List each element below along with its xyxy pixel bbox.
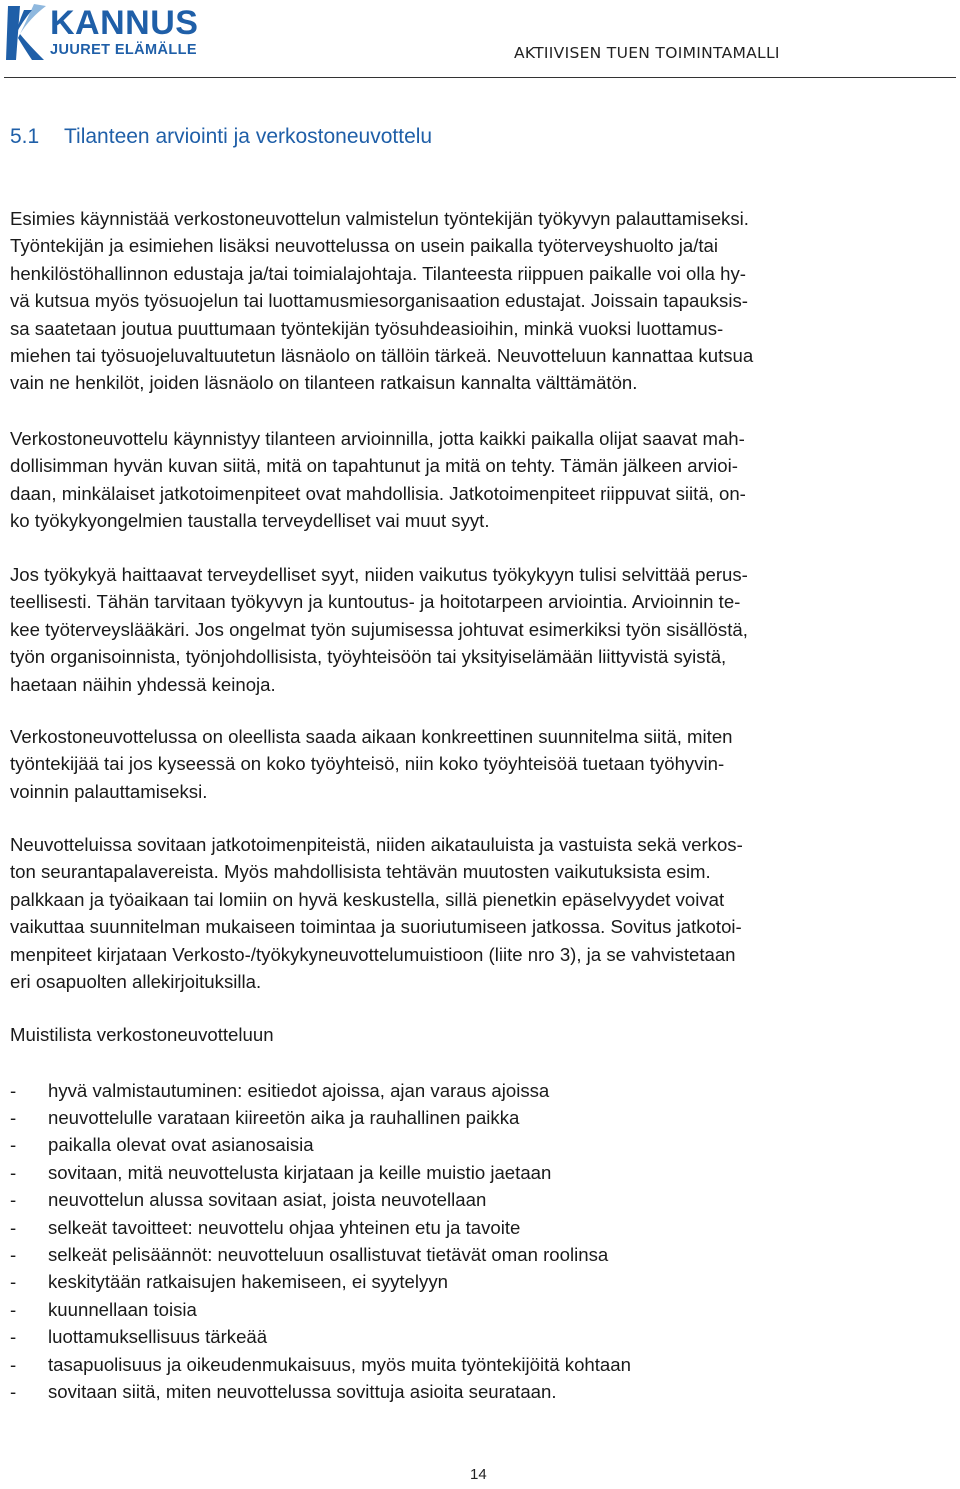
bullet-dash: - bbox=[10, 1217, 17, 1238]
list-item-text: paikalla olevat ovat asianosaisia bbox=[48, 1134, 314, 1155]
bullet-dash: - bbox=[10, 1134, 17, 1155]
bullet-dash: - bbox=[10, 1299, 17, 1320]
text-line: Työntekijän ja esimiehen lisäksi neuvottelussa on usein paikalla työterveyshuolto ja/tai bbox=[10, 235, 718, 257]
list-item bbox=[10, 1241, 608, 1268]
kannus-logo bbox=[4, 4, 204, 62]
text-line: daan, minkälaiset jatkotoimenpiteet ovat mahdollisia. Jatkotoimenpiteet riippuvat siitä, on- bbox=[10, 482, 746, 504]
list-item-text: selkeät tavoitteet: neuvottelu ohjaa yhteinen etu ja tavoite bbox=[48, 1217, 521, 1238]
list-item bbox=[10, 1351, 631, 1378]
list-item-text: kuunnellaan toisia bbox=[48, 1299, 197, 1320]
text-line: miehen tai työsuojeluvaltuutetun läsnäolo on tällöin tärkeä. Neuvotteluun kannattaa kutsua bbox=[10, 345, 754, 367]
kannus-logo-mark-icon bbox=[4, 4, 48, 62]
bullet-dash: - bbox=[10, 1354, 17, 1375]
list-item bbox=[10, 1378, 557, 1405]
section-number: 5.1 bbox=[10, 125, 40, 148]
paragraph bbox=[10, 831, 743, 995]
list-item-text: neuvottelulle varataan kiireetön aika ja rauhallinen paikka bbox=[48, 1107, 520, 1128]
list-item bbox=[10, 1296, 197, 1323]
text-line: Verkostoneuvottelu käynnistyy tilanteen arvioinnilla, jotta kaikki paikalla olijat saavat mah- bbox=[10, 428, 745, 449]
text-line: haetaan näihin yhdessä keinoja. bbox=[10, 673, 276, 695]
text-line: Neuvotteluissa sovitaan jatkotoimenpiteistä, niiden aikatauluista ja vastuista sekä verkos- bbox=[10, 834, 743, 855]
bullet-dash: - bbox=[10, 1189, 17, 1210]
list-item bbox=[10, 1323, 267, 1350]
list-item-text: selkeät pelisäännöt: neuvotteluun osallistuvat tietävät oman roolinsa bbox=[48, 1244, 609, 1265]
paragraph bbox=[10, 425, 746, 535]
list-item bbox=[10, 1268, 448, 1295]
bullet-dash: - bbox=[10, 1244, 17, 1265]
text-line: menpiteet kirjataan Verkosto-/työkykyneuvottelumuistioon (liite nro 3), ja se vahvistetaan bbox=[10, 943, 736, 965]
text-line: henkilöstöhallinnon edustaja ja/tai toimialajohtaja. Tilanteesta riippuen paikalle voi olla hy- bbox=[10, 262, 746, 284]
text-line: ton seurantapalavereista. Myös mahdollisista tehtävän muutosten vaikutuksista esim. bbox=[10, 861, 711, 883]
text-line: kee työterveyslääkäri. Jos ongelmat työn sujumisessa johtuvat esimerkiksi työn sisällöstä, bbox=[10, 618, 748, 640]
paragraph bbox=[10, 723, 733, 805]
checklist-heading bbox=[10, 1021, 274, 1048]
list-item bbox=[10, 1159, 551, 1186]
paragraph bbox=[10, 561, 748, 698]
text-line: vä kutsua myös työsuojelun tai luottamusmiesorganisaation edustajat. Joissain tapauksis- bbox=[10, 290, 748, 312]
list-item bbox=[10, 1186, 486, 1213]
text-line: työntekijää tai jos kyseessä on koko työyhteisö, niin koko työyhteisöä tuetaan työhyvin- bbox=[10, 753, 725, 775]
section-heading bbox=[10, 125, 432, 149]
text-line: dollisimman hyvän kuvan siitä, mitä on tapahtunut ja mitä on tehty. Tämän jälkeen arvioi- bbox=[10, 455, 738, 477]
bullet-dash: - bbox=[10, 1326, 17, 1347]
section-title-text: Tilanteen arviointi ja verkostoneuvottelu bbox=[64, 125, 433, 148]
list-item-text: luottamuksellisuus tärkeää bbox=[48, 1326, 268, 1347]
list-item-text: sovitaan siitä, miten neuvottelussa sovittuja asioita seurataan. bbox=[48, 1381, 557, 1402]
list-item-text: hyvä valmistautuminen: esitiedot ajoissa, ajan varaus ajoissa bbox=[48, 1080, 550, 1101]
list-item bbox=[10, 1131, 314, 1158]
list-item-text: sovitaan, mitä neuvottelusta kirjataan ja keille muistio jaetaan bbox=[48, 1162, 552, 1183]
text-line: Muistilista verkostoneuvotteluun bbox=[10, 1024, 274, 1045]
text-line: Esimies käynnistää verkostoneuvottelun valmistelun työntekijän työkyvyn palauttamiseksi. bbox=[10, 208, 749, 229]
bullet-dash: - bbox=[10, 1271, 17, 1292]
paragraph bbox=[10, 205, 753, 397]
document-title: AKTIIVISEN TUEN TOIMINTAMALLI bbox=[514, 44, 780, 62]
text-line: eri osapuolten allekirjoituksilla. bbox=[10, 971, 262, 993]
page-number: 14 bbox=[470, 1466, 487, 1483]
text-line: Verkostoneuvottelussa on oleellista saada aikaan konkreettinen suunnitelma siitä, miten bbox=[10, 726, 733, 747]
logo-sub-text: JUURET ELÄMÄLLE bbox=[50, 42, 197, 58]
logo-main-text: KANNUS bbox=[50, 4, 199, 42]
header-divider bbox=[4, 77, 956, 78]
bullet-dash: - bbox=[10, 1162, 17, 1183]
text-line: vaikuttaa suunnitelman mukaiseen toimintaa ja suoriutumiseen jatkossa. Sovitus jatkotoi- bbox=[10, 916, 742, 938]
list-item-text: neuvottelun alussa sovitaan asiat, joista neuvotellaan bbox=[48, 1189, 487, 1210]
text-line: sa saatetaan joutua puuttumaan työntekijän työsuhdeasioihin, minkä vuoksi luottamus- bbox=[10, 317, 724, 339]
text-line: vain ne henkilöt, joiden läsnäolo on tilanteen ratkaisun kannalta välttämätön. bbox=[10, 372, 638, 394]
text-line: Jos työkykyä haittaavat terveydelliset syyt, niiden vaikutus työkykyyn tulisi selvittää perus- bbox=[10, 564, 748, 585]
text-line: teellisesti. Tähän tarvitaan työkyvyn ja kuntoutus- ja hoitotarpeen arviointia. Arvioinnin te- bbox=[10, 591, 741, 613]
page-header bbox=[0, 0, 960, 78]
list-item bbox=[10, 1214, 520, 1241]
text-line: työn organisoinnista, työnjohdollisista, työyhteisöön tai yksityiselämään liittyvistä syistä, bbox=[10, 646, 727, 668]
list-item-text: keskitytään ratkaisujen hakemiseen, ei syytelyyn bbox=[48, 1271, 448, 1292]
text-line: palkkaan ja työaikaan tai lomiin on hyvä keskustella, sillä pienetkin epäselvyydet voivat bbox=[10, 888, 725, 910]
text-line: voinnin palauttamiseksi. bbox=[10, 780, 208, 802]
list-item bbox=[10, 1104, 519, 1131]
list-item-text: tasapuolisuus ja oikeudenmukaisuus, myös muita työntekijöitä kohtaan bbox=[48, 1354, 631, 1375]
text-line: ko työkykyongelmien taustalla terveydelliset vai muut syyt. bbox=[10, 510, 490, 532]
bullet-dash: - bbox=[10, 1080, 17, 1101]
bullet-dash: - bbox=[10, 1381, 17, 1402]
bullet-dash: - bbox=[10, 1107, 17, 1128]
list-item bbox=[10, 1077, 549, 1104]
